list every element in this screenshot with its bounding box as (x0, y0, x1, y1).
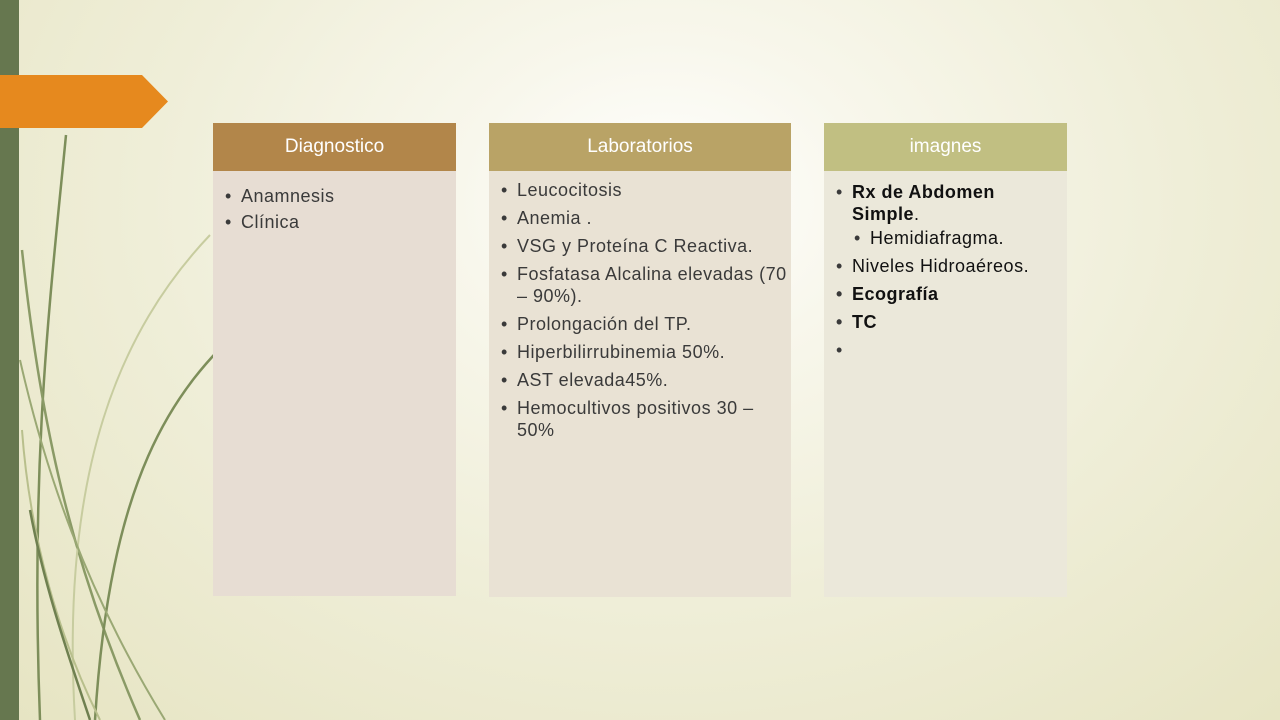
imagnes-column (824, 123, 1067, 597)
column-body-diagnostico (213, 171, 456, 596)
column-body-imagnes (824, 171, 1067, 597)
list-item: • Clínica (213, 211, 456, 233)
list-item-niveles: • Niveles Hidroaéreos. (824, 255, 1067, 277)
list-item-ecografia: • Ecografía (824, 283, 1067, 305)
list-item: • Anamnesis (213, 185, 456, 207)
list-item-rx (824, 181, 1067, 225)
list-item-hemidiafragma: • Hemidiafragma. (824, 227, 1067, 249)
column-header-imagnes: imagnes (824, 123, 1067, 171)
column-header-laboratorios: Laboratorios (489, 123, 791, 171)
column-body-laboratorios (489, 171, 791, 597)
diagnostico-column (213, 123, 456, 596)
laboratorios-column (489, 123, 791, 597)
list-item: • Hemocultivos positivos 30 – 50% (489, 397, 791, 441)
list-item: • Prolongación del TP. (489, 313, 791, 335)
list-item: • Fosfatasa Alcalina elevadas (70 – 90%). (489, 263, 791, 307)
rx-suffix: . (914, 204, 920, 224)
list-item: • AST elevada45%. (489, 369, 791, 391)
column-header-diagnostico: Diagnostico (213, 123, 456, 171)
list-item: • VSG y Proteína C Reactiva. (489, 235, 791, 257)
orange-arrow-icon (0, 75, 168, 128)
list-item: • Anemia . (489, 207, 791, 229)
list-item-tc: • TC (824, 311, 1067, 333)
rx-label: Rx de Abdomen Simple (852, 182, 995, 224)
list-item: • Leucocitosis (489, 179, 791, 201)
list-item: • Hiperbilirrubinemia 50%. (489, 341, 791, 363)
